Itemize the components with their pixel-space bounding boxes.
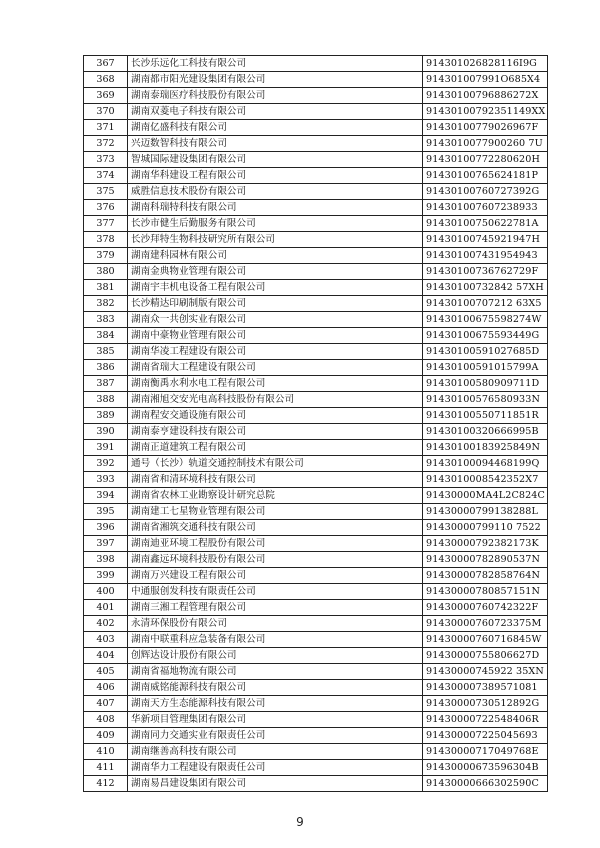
table-row [84,712,548,728]
credit-code-cell: 91430000755806627D [423,648,548,664]
table-row [84,152,548,168]
credit-code-cell: 91430100576580933N [423,392,548,408]
table-row [84,424,548,440]
row-number-cell: 394 [84,488,128,504]
credit-code-cell: 914301026828116I9G [423,56,548,72]
table-row [84,600,548,616]
table-row [84,200,548,216]
table-row [84,136,548,152]
table-row [84,616,548,632]
company-name-cell: 湖南省瑞大工程建设有限公司 [128,360,423,376]
row-number-cell: 376 [84,200,128,216]
credit-code-cell: 91430000760716845W [423,632,548,648]
credit-code-cell: 91430000730512892G [423,696,548,712]
credit-code-cell: 91430000745922 35XN [423,664,548,680]
company-name-cell: 湖南程安交通设施有限公司 [128,408,423,424]
row-number-cell: 407 [84,696,128,712]
credit-code-cell: 91430100320666995B [423,424,548,440]
table-row [84,776,548,792]
company-name-cell: 湖南亿盛科技有限公司 [128,120,423,136]
row-number-cell: 401 [84,600,128,616]
credit-code-cell: 914301007991O685X4 [423,72,548,88]
row-number-cell: 377 [84,216,128,232]
row-number-cell: 390 [84,424,128,440]
row-number-cell: 392 [84,456,128,472]
company-name-cell: 湖南双菱电子科技有限公司 [128,104,423,120]
company-name-cell: 兴迈数智科技有限公司 [128,136,423,152]
company-name-cell: 湖南省农林工业勘察设计研究总院 [128,488,423,504]
credit-code-cell: 91430000782858764N [423,568,548,584]
credit-code-cell: 914301007431954943 [423,248,548,264]
table-row [84,584,548,600]
credit-code-cell: 91430000MA4L2C824C [423,488,548,504]
table-row [84,568,548,584]
company-name-cell: 湖南威铭能源科技有限公司 [128,680,423,696]
table-row [84,648,548,664]
credit-code-cell: 9143010008542352X7 [423,472,548,488]
row-number-cell: 375 [84,184,128,200]
company-name-cell: 湖南建工七星物业管理有限公司 [128,504,423,520]
row-number-cell: 389 [84,408,128,424]
table-row [84,344,548,360]
row-number-cell: 402 [84,616,128,632]
table-row [84,696,548,712]
credit-code-cell: 91430100094468199Q [423,456,548,472]
table-row [84,168,548,184]
credit-code-cell: 91430100591027685D [423,344,548,360]
row-number-cell: 387 [84,376,128,392]
table-row [84,520,548,536]
row-number-cell: 369 [84,88,128,104]
table-row [84,104,548,120]
row-number-cell: 399 [84,568,128,584]
row-number-cell: 409 [84,728,128,744]
company-name-cell: 长沙乐远化工科技有限公司 [128,56,423,72]
company-name-cell: 湖南正道建筑工程有限公司 [128,440,423,456]
credit-code-cell: 91430000780857151N [423,584,548,600]
row-number-cell: 385 [84,344,128,360]
table-row [84,456,548,472]
company-name-cell: 湖南华力工程建设有限责任公司 [128,760,423,776]
company-name-cell: 湖南泰瑞医疗科技股份有限公司 [128,88,423,104]
table-row [84,504,548,520]
credit-code-cell: 91430000760723375M [423,616,548,632]
company-list-body [84,56,548,792]
company-name-cell: 通号（长沙）轨道交通控制技术有限公司 [128,456,423,472]
table-row [84,56,548,72]
row-number-cell: 378 [84,232,128,248]
table-row [84,376,548,392]
company-name-cell: 湖南省和清环境科技有限公司 [128,472,423,488]
row-number-cell: 412 [84,776,128,792]
credit-code-cell: 914300007225045693 [423,728,548,744]
table-row [84,680,548,696]
credit-code-cell: 91430100675593449G [423,328,548,344]
table-row [84,264,548,280]
credit-code-cell: 91430000792382173K [423,536,548,552]
row-number-cell: 382 [84,296,128,312]
table-row [84,536,548,552]
company-name-cell: 湖南万兴建设工程有限公司 [128,568,423,584]
table-row [84,232,548,248]
row-number-cell: 371 [84,120,128,136]
table-row [84,440,548,456]
table-row [84,760,548,776]
row-number-cell: 373 [84,152,128,168]
row-number-cell: 381 [84,280,128,296]
credit-code-cell: 91430100765624181P [423,168,548,184]
table-row [84,664,548,680]
company-name-cell: 创辉达设计股份有限公司 [128,648,423,664]
row-number-cell: 367 [84,56,128,72]
table-row [84,296,548,312]
company-list-table [83,55,548,792]
table-row [84,72,548,88]
credit-code-cell: 914300007389571081 [423,680,548,696]
table-row [84,408,548,424]
company-name-cell: 湖南华凌工程建设有限公司 [128,344,423,360]
credit-code-cell: 91430100779026967F [423,120,548,136]
credit-code-cell: 91430100796886272X [423,88,548,104]
credit-code-cell: 91430100772280620H [423,152,548,168]
credit-code-cell: 91430000782890537N [423,552,548,568]
company-name-cell: 长沙拜特生物科技研究所有限公司 [128,232,423,248]
row-number-cell: 391 [84,440,128,456]
row-number-cell: 400 [84,584,128,600]
table-row [84,312,548,328]
table-row [84,488,548,504]
row-number-cell: 398 [84,552,128,568]
row-number-cell: 406 [84,680,128,696]
table-row [84,552,548,568]
row-number-cell: 384 [84,328,128,344]
page-number: 9 [296,815,304,829]
company-name-cell: 湖南省湘筑交通科技有限公司 [128,520,423,536]
company-name-cell: 永清环保股份有限公司 [128,616,423,632]
company-name-cell: 湖南科瑞特科技有限公司 [128,200,423,216]
company-name-cell: 湖南同力交通实业有限责任公司 [128,728,423,744]
row-number-cell: 404 [84,648,128,664]
credit-code-cell: 91430100736762729F [423,264,548,280]
table-row [84,632,548,648]
company-name-cell: 湖南鑫远环境科技股份有限公司 [128,552,423,568]
row-number-cell: 397 [84,536,128,552]
credit-code-cell: 91430000760742322F [423,600,548,616]
credit-code-cell: 91430100745921947H [423,232,548,248]
credit-code-cell: 91430100550711851R [423,408,548,424]
company-name-cell: 湖南都市阳光建设集团有限公司 [128,72,423,88]
credit-code-cell: 9143010077900260 7U [423,136,548,152]
company-name-cell: 湖南华科建设工程有限公司 [128,168,423,184]
company-name-cell: 湖南中联重科应急装备有限公司 [128,632,423,648]
table-row [84,328,548,344]
credit-code-cell: 91430000722548406R [423,712,548,728]
table-row [84,728,548,744]
table-row [84,744,548,760]
table-row [84,280,548,296]
table-row [84,120,548,136]
row-number-cell: 411 [84,760,128,776]
table-row [84,360,548,376]
row-number-cell: 405 [84,664,128,680]
row-number-cell: 396 [84,520,128,536]
credit-code-cell: 91430100707212 63X5 [423,296,548,312]
credit-code-cell: 91430100183925849N [423,440,548,456]
credit-code-cell: 91430000799110 7522 [423,520,548,536]
company-name-cell: 湖南天方生态能源科技有限公司 [128,696,423,712]
company-name-cell: 湖南易昌建设集团有限公司 [128,776,423,792]
row-number-cell: 393 [84,472,128,488]
credit-code-cell: 91430100580909711D [423,376,548,392]
company-name-cell: 中通服创发科技有限责任公司 [128,584,423,600]
company-name-cell: 湖南继善高科技有限公司 [128,744,423,760]
credit-code-cell: 91430000666302590C [423,776,548,792]
credit-code-cell: 91430100732842 57XH [423,280,548,296]
row-number-cell: 410 [84,744,128,760]
row-number-cell: 368 [84,72,128,88]
row-number-cell: 388 [84,392,128,408]
company-name-cell: 长沙精达印刷制版有限公司 [128,296,423,312]
company-name-cell: 湖南众一共创实业有限公司 [128,312,423,328]
company-name-cell: 湖南三湘工程管理有限公司 [128,600,423,616]
row-number-cell: 403 [84,632,128,648]
table-row [84,472,548,488]
company-name-cell: 湖南中豪物业管理有限公司 [128,328,423,344]
row-number-cell: 374 [84,168,128,184]
company-name-cell: 湖南湘旭交安光电高科技股份有限公司 [128,392,423,408]
company-name-cell: 湖南衡禹水利水电工程有限公司 [128,376,423,392]
credit-code-cell: 91430100675598274W [423,312,548,328]
credit-code-cell: 91430100750622781A [423,216,548,232]
company-name-cell: 湖南宇丰机电设备工程有限公司 [128,280,423,296]
row-number-cell: 395 [84,504,128,520]
table-row [84,392,548,408]
table-row [84,184,548,200]
row-number-cell: 383 [84,312,128,328]
company-name-cell: 长沙市健生后勤服务有限公司 [128,216,423,232]
company-name-cell: 智城国际建设集团有限公司 [128,152,423,168]
row-number-cell: 372 [84,136,128,152]
table-row [84,216,548,232]
company-name-cell: 湖南省福地物流有限公司 [128,664,423,680]
credit-code-cell: 91430000799138288L [423,504,548,520]
row-number-cell: 380 [84,264,128,280]
row-number-cell: 386 [84,360,128,376]
credit-code-cell: 91430100591015799A [423,360,548,376]
company-name-cell: 湖南金典物业管理有限公司 [128,264,423,280]
credit-code-cell: 91430000717049768E [423,744,548,760]
table-row [84,248,548,264]
credit-code-cell: 91430100760727392G [423,184,548,200]
company-name-cell: 威胜信息技术股份有限公司 [128,184,423,200]
company-name-cell: 华新项目管理集团有限公司 [128,712,423,728]
credit-code-cell: 91430000673596304B [423,760,548,776]
company-name-cell: 湖南迪亚环境工程股份有限公司 [128,536,423,552]
credit-code-cell: 91430100792351149XX [423,104,548,120]
row-number-cell: 370 [84,104,128,120]
row-number-cell: 379 [84,248,128,264]
row-number-cell: 408 [84,712,128,728]
company-name-cell: 湖南泰亨建设科技有限公司 [128,424,423,440]
table-row [84,88,548,104]
company-name-cell: 湖南建科园林有限公司 [128,248,423,264]
credit-code-cell: 914301007607238933 [423,200,548,216]
